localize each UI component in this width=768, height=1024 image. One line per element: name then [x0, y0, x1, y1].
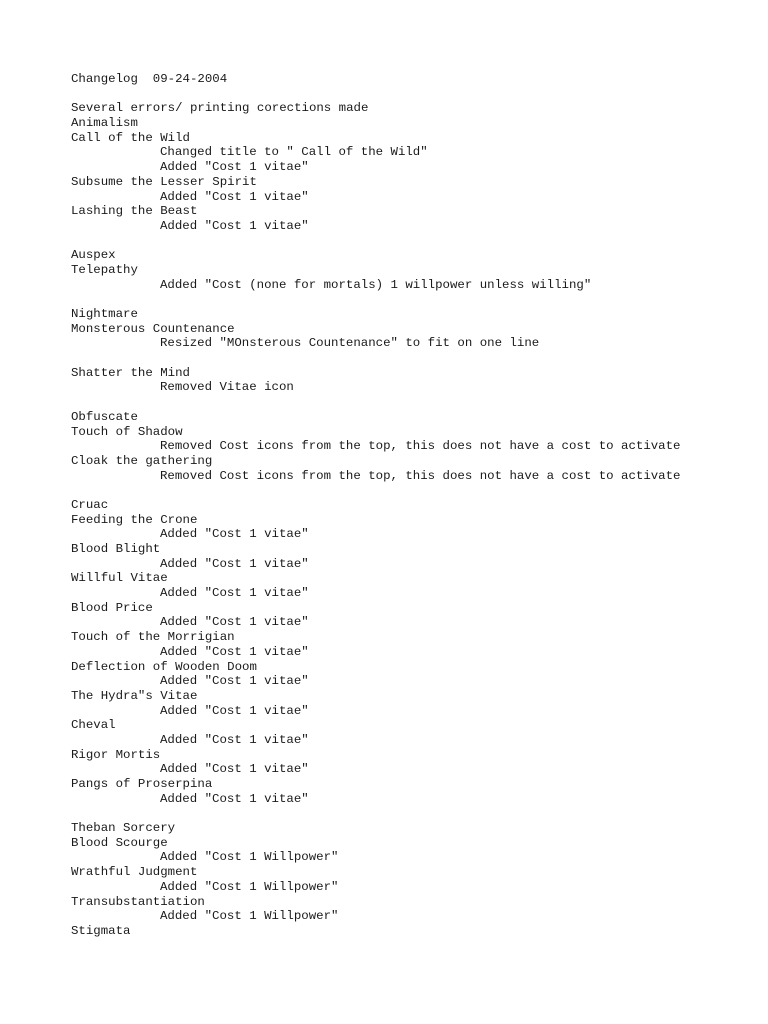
change-detail-line: Removed Cost icons from the top, this does not have a cost to activate [160, 468, 681, 483]
section-heading-line: Stigmata [71, 923, 131, 938]
section-heading-line: Blood Price [71, 600, 153, 615]
change-detail-line: Added "Cost 1 vitae" [160, 160, 309, 175]
section-heading-line: Auspex [71, 248, 116, 263]
blank-line [71, 483, 751, 498]
section-heading-line: Lashing the Beast [71, 204, 198, 219]
change-detail-line: Added "Cost 1 Willpower" [160, 909, 339, 924]
change-detail-line: Added "Cost 1 vitae" [160, 791, 309, 806]
section-heading-line: Obfuscate [71, 409, 138, 424]
section-heading-line: Telepathy [71, 262, 138, 277]
section-heading-line: Feeding the Crone [71, 512, 198, 527]
section-heading-line: Cruac [71, 497, 109, 512]
section-heading-line: Transubstantiation [71, 894, 205, 909]
section-heading-line: Shatter the Mind [71, 365, 190, 380]
section-heading-line: Rigor Mortis [71, 747, 161, 762]
section-heading-line: Touch of Shadow [71, 424, 183, 439]
change-detail-line: Added "Cost 1 vitae" [160, 703, 309, 718]
blank-line [71, 395, 751, 410]
section-heading-line: Cheval [71, 718, 116, 733]
change-detail-line: Changed title to " Call of the Wild" [160, 145, 428, 160]
change-detail-line: Added "Cost 1 vitae" [160, 674, 309, 689]
section-heading-line: Pangs of Proserpina [71, 777, 213, 791]
section-heading-line: Animalism [71, 116, 138, 131]
change-detail-line: Added "Cost 1 vitae" [160, 527, 309, 542]
section-heading-line: Willful Vitae [71, 571, 168, 586]
change-detail-line: Added "Cost 1 vitae" [160, 218, 309, 233]
section-heading-line: Theban Sorcery [71, 821, 176, 836]
change-detail-line: Added "Cost 1 vitae" [160, 586, 309, 601]
section-heading-line: Cloak the gathering [71, 453, 213, 468]
section-heading-line: Wrathful Judgment [71, 865, 198, 880]
change-detail-line: Added "Cost 1 vitae" [160, 644, 309, 659]
blank-line [71, 87, 751, 102]
section-heading-line: Several errors/ printing corections made [71, 101, 369, 116]
section-heading-line: Deflection of Wooden Doom [71, 659, 257, 674]
section-heading-line: Touch of the Morrigian [71, 630, 235, 645]
blank-line [71, 351, 751, 366]
change-detail-line: Added "Cost 1 vitae" [160, 762, 309, 777]
change-detail-line: Added "Cost 1 Willpower" [160, 879, 339, 894]
change-detail-line: Removed Vitae icon [160, 380, 294, 395]
blank-line [71, 292, 751, 307]
change-detail-line: Resized "MOnsterous Countenance" to fit on one line [160, 336, 540, 351]
change-detail-line: Added "Cost 1 Willpower" [160, 850, 339, 865]
change-detail-line: Added "Cost 1 vitae" [160, 732, 309, 747]
document-page [71, 72, 751, 939]
section-heading-line: Monsterous Countenance [71, 321, 235, 336]
blank-line [71, 806, 751, 821]
document-title: Changelog 09-24-2004 [71, 72, 228, 86]
change-detail-line: Removed Cost icons from the top, this does not have a cost to activate [160, 439, 681, 454]
section-heading-line: Blood Scourge [71, 835, 168, 850]
change-detail-line: Added "Cost 1 vitae" [160, 615, 309, 630]
change-detail-line: Added "Cost (none for mortals) 1 willpower unless willing" [160, 277, 592, 292]
change-detail-line: Added "Cost 1 vitae" [160, 556, 309, 571]
change-detail-line: Added "Cost 1 vitae" [160, 189, 309, 204]
document-body [71, 87, 751, 939]
blank-line [71, 234, 751, 249]
section-heading-line: The Hydra"s Vitae [71, 688, 198, 703]
section-heading-line: Call of the Wild [71, 130, 190, 145]
section-heading-line: Nightmare [71, 307, 138, 321]
section-heading-line: Blood Blight [71, 542, 161, 556]
section-heading-line: Subsume the Lesser Spirit [71, 174, 257, 189]
